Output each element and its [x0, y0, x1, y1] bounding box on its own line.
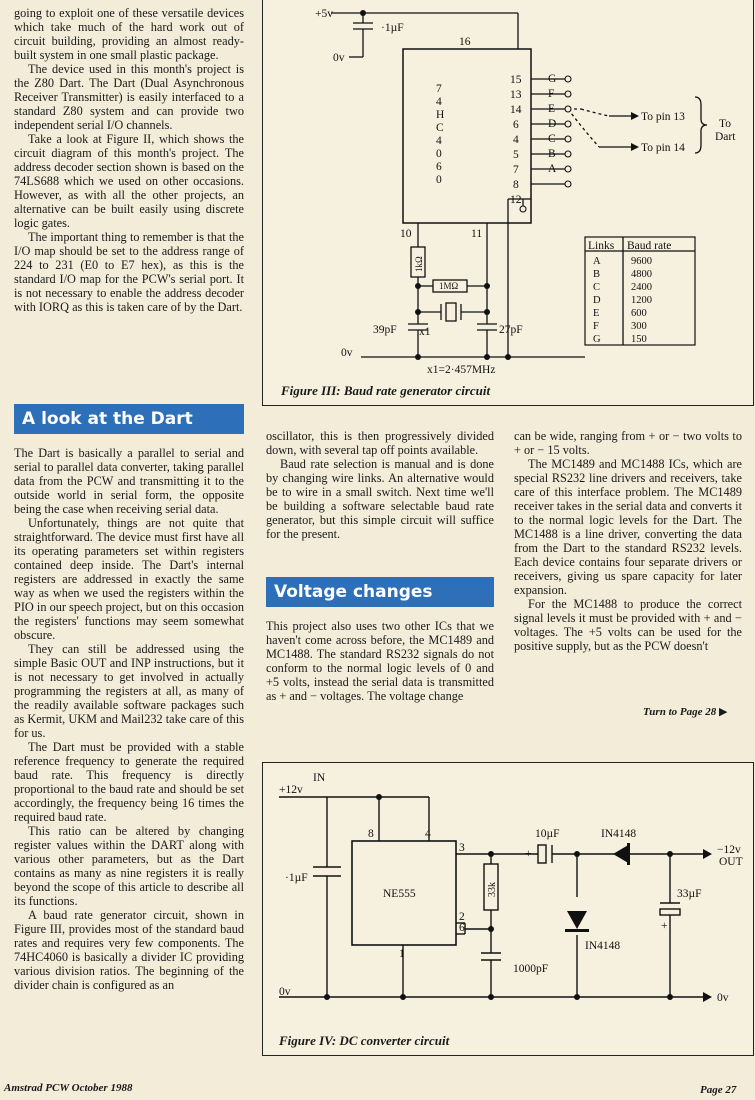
link-letter: F — [548, 88, 555, 100]
label-res-1m: 1MΩ — [439, 281, 459, 291]
table-header: Links — [588, 240, 615, 252]
link-letter: C — [548, 133, 556, 145]
figure-4-caption: Figure IV: DC converter circuit — [279, 1033, 450, 1048]
figure-3-box — [262, 0, 754, 406]
label-plus1: + — [525, 848, 532, 860]
paragraph: They can still be addressed using the simple Basic OUT and INP instructions, but it is not necessary to get involved in actually programming the registers at all, as many of the readily available software packages such as Kermit, UKM and Mail232 take care of this for us. — [14, 642, 244, 740]
chip-letter: 0 — [436, 174, 442, 186]
link-letter: B — [548, 148, 556, 160]
pin-label: 14 — [510, 104, 522, 116]
label-pin6: 6 — [459, 922, 465, 934]
chip-letter: 0 — [436, 148, 442, 160]
paragraph: The MC1489 and MC1488 ICs, which are special RS232 line drivers and receivers, take care of this interface problem. The MC1489 receiver takes in the serial data and converts it to the normal logic levels for the Dart. The MC1488 is a line driver, converting the data from the Dart to the standard RS232 levels. Each device contains four separate drivers or receivers, giving us spare capacity for later expansion. — [514, 457, 742, 597]
label-cap2: 1000pF — [513, 963, 549, 975]
label-0v-left: 0v — [279, 986, 291, 998]
label-chip: NE555 — [383, 888, 416, 900]
table-cell: C — [593, 282, 601, 293]
dc-converter-circuit — [263, 763, 753, 1055]
table-cell: 1200 — [631, 295, 652, 306]
label-to-pin13: To pin 13 — [641, 111, 685, 123]
chip-letter: 6 — [436, 161, 442, 173]
table-cell: B — [593, 269, 601, 280]
label-pin16: 16 — [459, 36, 471, 48]
paragraph: This ratio can be altered by changing register values within the DART along with various other parameters, but as the Dart contains as many as nine registers it is really beyond the scope of this article to describe all its functions. — [14, 824, 244, 908]
link-letter: G — [548, 73, 557, 85]
figure-3-caption: Figure III: Baud rate generator circuit — [281, 383, 491, 398]
label-diode1: IN4148 — [601, 828, 637, 840]
label-pin8: 8 — [368, 828, 374, 840]
paragraph: oscillator, this is then progressively divided down, with several tap off points available. — [266, 429, 494, 457]
link-letter: D — [548, 118, 557, 130]
label-0v-right: 0v — [717, 992, 729, 1004]
pin-label: 7 — [513, 164, 519, 176]
chip-letter: 4 — [436, 135, 442, 147]
footer-publication: Amstrad PCW October 1988 — [4, 1082, 133, 1094]
label-cap3: 10µF — [535, 828, 560, 840]
pin-label: 5 — [513, 149, 519, 161]
column-1 — [14, 6, 244, 314]
baud-rate-circuit — [263, 0, 753, 405]
label-to-pin14: To pin 14 — [641, 142, 685, 154]
label-cap4: 33µF — [677, 888, 702, 900]
pin-label: 8 — [513, 179, 519, 191]
pin-label: 6 — [513, 119, 519, 131]
label-cap-39: 39pF — [373, 324, 397, 336]
label-supply: +5v — [315, 8, 333, 20]
pin-label: 13 — [510, 89, 522, 101]
label-cap1: ·1µF — [285, 872, 308, 884]
paragraph: The Dart must be provided with a stable reference frequency to generate the required baud rate. This frequency is directly proportional to the baud rate and should be set accordingly, the frequency being 16 times the required baud rate. — [14, 740, 244, 824]
label-cap-27: 27pF — [499, 324, 523, 336]
pin-label: 12 — [510, 194, 522, 206]
label-pin3: 3 — [459, 842, 465, 854]
link-letter: E — [548, 103, 556, 115]
label-supply: +12v — [279, 784, 303, 796]
table-cell: 2400 — [631, 282, 652, 293]
paragraph: can be wide, ranging from + or − two volts to + or − 15 volts. — [514, 429, 742, 457]
table-cell: 9600 — [631, 256, 652, 267]
chip-letter: 7 — [436, 83, 442, 95]
label-0v-bottom: 0v — [341, 347, 353, 359]
label-plus2: + — [661, 920, 668, 932]
section-heading: Voltage changes — [266, 577, 494, 607]
paragraph: The Dart is basically a parallel to serial and serial to parallel data converter, taking parallel data from the PCW and transmitting it to the outside world in serial form, the opposite being the case when receiving serial data. — [14, 446, 244, 516]
label-pin11: 11 — [471, 228, 483, 240]
paragraph: Take a look at Figure II, which shows the circuit diagram of this month's project. The address decoder section shown is based on the 74LS688 which we used on other occasions. However, as with all the other projects, an alternative can be built easily using discrete logic gates. — [14, 132, 244, 230]
label-pin10: 10 — [400, 228, 412, 240]
table-cell: A — [593, 256, 601, 267]
label-diode2: IN4148 — [585, 940, 621, 952]
turn-page-note: Turn to Page 28 ▶ — [643, 706, 728, 718]
paragraph: Unfortunately, things are not quite that straightforward. The device must first have all its operating parameters set within registers contained deep inside. The Dart's internal registers are addressed in exactly the same way as when we used the registers within the PIO in our speech project, but on this occasion the registers' functions may seem somewhat obscure. — [14, 516, 244, 642]
chip-letter: H — [436, 109, 445, 121]
pin-label: 4 — [513, 134, 519, 146]
paragraph: A baud rate generator circuit, shown in Figure III, provides most of the standard baud rates and requires very few components. The 74HC4060 is basically a divider IC providing various division ratios. The beginning of the divider chain is configured as an — [14, 908, 244, 992]
paragraph: going to exploit one of these versatile devices which take much of the hard work out of circuit building, providing an almost ready-built system in one small plastic package. — [14, 6, 244, 62]
column-1-continued — [14, 446, 244, 992]
chip-letter: 4 — [436, 96, 442, 108]
column-3 — [514, 429, 742, 653]
table-cell: 600 — [631, 308, 647, 319]
table-cell: 150 — [631, 334, 647, 345]
table-cell: 300 — [631, 321, 647, 332]
paragraph: Baud rate selection is manual and is done by changing wire links. An alternative would be to wire in a small switch. Next time we'll be building a software selectable baud rate generator, but this simple circuit will suffice for the present. — [266, 457, 494, 541]
paragraph: The important thing to remember is that the I/O map should be set to the address range of 224 to 231 (E0 to E7 hex), as this is the standard I/O map for the PCW's serial port. It is not necessary to enable the address decoder with IORQ as this is taken care of by the Dart. — [14, 230, 244, 314]
table-cell: E — [593, 308, 600, 319]
label-pin2: 2 — [459, 911, 465, 923]
pin-label: 15 — [510, 74, 522, 86]
table-cell: 4800 — [631, 269, 652, 280]
label-cap-top: ·1µF — [381, 22, 404, 34]
column-2 — [266, 429, 494, 541]
label-res-1k: 1kΩ — [414, 256, 424, 272]
label-out: OUT — [719, 856, 743, 868]
table-cell: G — [593, 334, 601, 345]
column-2-continued — [266, 619, 494, 703]
table-header: Baud rate — [627, 240, 672, 252]
label-out-voltage: −12v — [717, 844, 741, 856]
label-0v-top: 0v — [333, 52, 345, 64]
label-pin4: 4 — [425, 828, 431, 840]
paragraph: For the MC1488 to produce the correct signal levels it must be provided with + and − voltages. The +5 volts can be used for the positive supply, but as the PCW doesn't — [514, 597, 742, 653]
label-dart: Dart — [715, 131, 736, 143]
label-frequency: x1=2·457MHz — [427, 364, 496, 376]
chip-letter: C — [436, 122, 444, 134]
label-res: 33k — [487, 882, 498, 897]
link-letter: A — [548, 163, 557, 175]
label-to: To — [719, 118, 731, 130]
table-cell: F — [593, 321, 599, 332]
table-cell: D — [593, 295, 601, 306]
label-crystal: x1 — [419, 326, 431, 338]
paragraph: The device used in this month's project is the Z80 Dart. The Dart (Dual Asynchronous Receiver Transmitter) is easily interfaced to a standard Z80 system and can provide two independent serial I/O channels. — [14, 62, 244, 132]
section-heading: A look at the Dart — [14, 404, 244, 434]
label-in: IN — [313, 772, 326, 784]
label-pin1: 1 — [399, 948, 405, 960]
footer-page-number: Page 27 — [700, 1084, 737, 1096]
figure-4-box — [262, 762, 754, 1056]
paragraph: This project also uses two other ICs that we haven't come across before, the MC1489 and MC1488. The standard RS232 signals do not conform to the normal logic levels of 0 and +5 volts, instead the serial data is transmitted as + and − voltages. The voltage change — [266, 619, 494, 703]
